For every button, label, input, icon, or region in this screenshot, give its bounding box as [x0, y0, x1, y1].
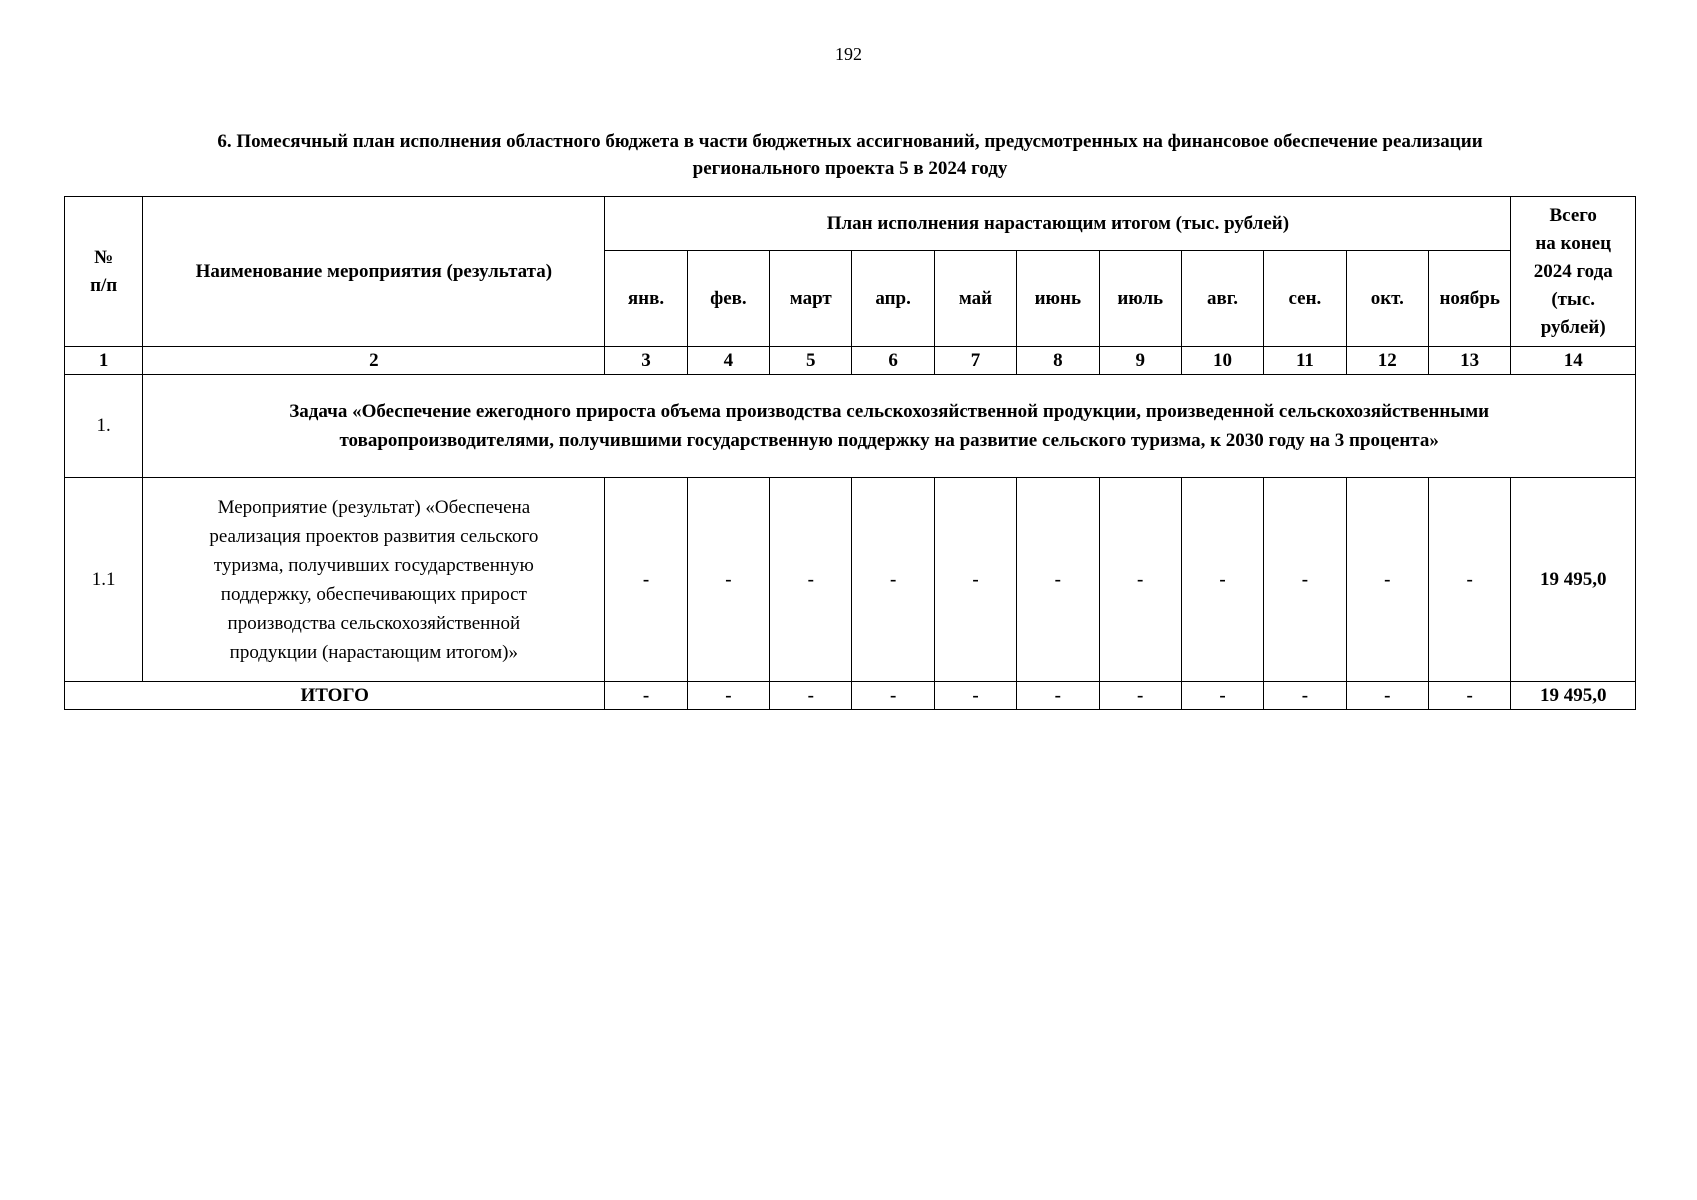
header-plan-cell: План исполнения нарастающим итогом (тыс. рублей) — [605, 197, 1511, 251]
header-total-cell — [1511, 197, 1636, 347]
task-description — [143, 375, 1636, 478]
month-header: авг. — [1181, 251, 1263, 347]
item-description — [143, 478, 605, 682]
header-number-line-1: № — [94, 246, 114, 268]
grand-total-month-value: - — [605, 682, 687, 710]
month-header: апр. — [852, 251, 934, 347]
item-month-value: - — [934, 478, 1016, 682]
month-header: июль — [1099, 251, 1181, 347]
column-number: 14 — [1511, 347, 1636, 375]
column-number: 11 — [1264, 347, 1346, 375]
item-line-5: производства сельскохозяйственной — [227, 612, 521, 634]
item-month-value: - — [852, 478, 934, 682]
item-month-value: - — [770, 478, 852, 682]
column-number: 3 — [605, 347, 687, 375]
grand-total-month-value: - — [852, 682, 934, 710]
month-header: июнь — [1017, 251, 1099, 347]
column-number: 1 — [65, 347, 143, 375]
column-number: 12 — [1346, 347, 1428, 375]
item-line-6: продукции (нарастающим итогом)» — [229, 641, 519, 663]
item-month-value: - — [1017, 478, 1099, 682]
task-row — [65, 375, 1636, 478]
column-number: 8 — [1017, 347, 1099, 375]
grand-total-month-value: - — [1099, 682, 1181, 710]
item-line-2: реализация проектов развития сельского — [209, 525, 539, 547]
task-line-2: товаропроизводителями, получившими государственную поддержку на развитие сельского туризма, к 2030 году на 3 процента» — [339, 430, 1439, 451]
grand-total-month-value: - — [934, 682, 1016, 710]
document-title — [60, 128, 1640, 182]
budget-plan-table — [64, 196, 1636, 710]
month-header: март — [770, 251, 852, 347]
grand-total-month-value: - — [1346, 682, 1428, 710]
title-line-1: 6. Помесячный план исполнения областного бюджета в части бюджетных ассигнований, предусмотренных на финансовое обеспечение реализации — [217, 131, 1483, 152]
month-header: май — [934, 251, 1016, 347]
column-number: 7 — [934, 347, 1016, 375]
column-number: 5 — [770, 347, 852, 375]
month-header: янв. — [605, 251, 687, 347]
item-number: 1.1 — [65, 478, 143, 682]
column-number: 9 — [1099, 347, 1181, 375]
column-number: 6 — [852, 347, 934, 375]
header-name-cell: Наименование мероприятия (результата) — [143, 197, 605, 347]
column-number: 13 — [1428, 347, 1510, 375]
item-row — [65, 478, 1636, 682]
item-month-value: - — [1264, 478, 1346, 682]
header-total-line-1: Всего — [1549, 204, 1597, 226]
item-month-value: - — [1181, 478, 1263, 682]
month-header: ноябрь — [1428, 251, 1510, 347]
grand-total-label: ИТОГО — [65, 682, 605, 710]
column-number: 4 — [687, 347, 769, 375]
header-number-line-2: п/п — [90, 274, 118, 296]
grand-total-row — [65, 682, 1636, 710]
item-line-1: Мероприятие (результат) «Обеспечена — [217, 496, 531, 518]
grand-total-month-value: - — [770, 682, 852, 710]
month-header: фев. — [687, 251, 769, 347]
task-line-1: Задача «Обеспечение ежегодного прироста объема производства сельскохозяйственной продукции, произведенной сельскохозяйственными — [289, 401, 1490, 422]
item-month-value: - — [1428, 478, 1510, 682]
task-number: 1. — [65, 375, 143, 478]
item-line-3: туризма, получивших государственную — [213, 554, 534, 576]
grand-total-value: 19 495,0 — [1511, 682, 1636, 710]
month-header: сен. — [1264, 251, 1346, 347]
month-header: окт. — [1346, 251, 1428, 347]
column-numbers-row — [65, 347, 1636, 375]
grand-total-month-value: - — [1428, 682, 1510, 710]
item-month-value: - — [605, 478, 687, 682]
page-number: 192 — [835, 44, 862, 64]
title-line-2: регионального проекта 5 в 2024 году — [692, 158, 1008, 179]
header-total-line-3: 2024 года — [1533, 260, 1613, 282]
header-total-line-4: (тыс. — [1551, 288, 1596, 310]
grand-total-month-value: - — [1181, 682, 1263, 710]
header-number-cell — [65, 197, 143, 347]
grand-total-month-value: - — [1017, 682, 1099, 710]
header-row-top — [65, 197, 1636, 251]
item-line-4: поддержку, обеспечивающих прирост — [220, 583, 527, 605]
grand-total-month-value: - — [687, 682, 769, 710]
column-number: 2 — [143, 347, 605, 375]
item-month-value: - — [687, 478, 769, 682]
column-number: 10 — [1181, 347, 1263, 375]
item-month-value: - — [1099, 478, 1181, 682]
header-total-line-5: рублей) — [1540, 316, 1606, 338]
header-total-line-2: на конец — [1535, 232, 1612, 254]
item-total-value: 19 495,0 — [1511, 478, 1636, 682]
grand-total-month-value: - — [1264, 682, 1346, 710]
item-month-value: - — [1346, 478, 1428, 682]
